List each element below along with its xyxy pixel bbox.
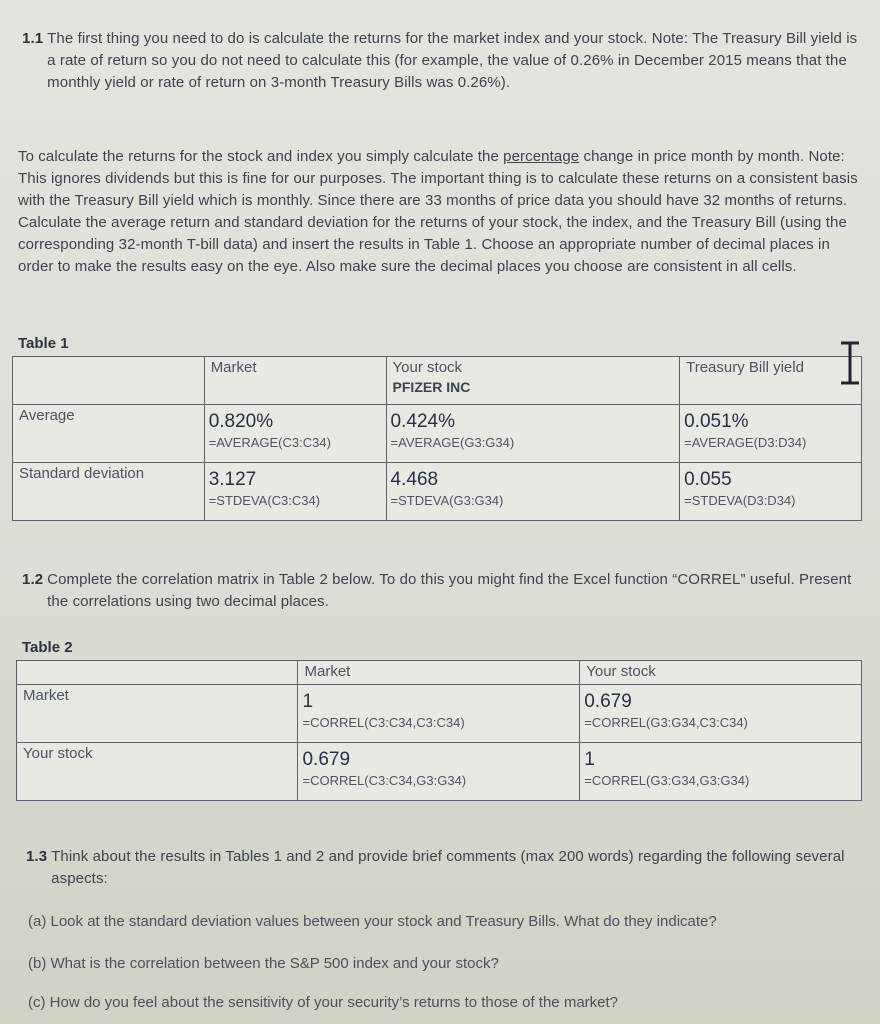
formula: =CORREL(G3:G34,G3:G34) <box>584 773 750 788</box>
table2-title: Table 2 <box>22 639 73 656</box>
value: 1 <box>584 749 595 770</box>
value: 1 <box>302 691 314 712</box>
section-text: The first thing you need to do is calculate the returns for the market index and your stock. Note: The Treasury Bill yield is a rate of return so you do not need to calculate this (for example, the value of 0.26% in December 2015 means that the monthly yield or rate of return on 3-month Treasury Bills was 0.26%). <box>47 30 858 91</box>
header-market: Market <box>204 357 386 405</box>
cell-market-stock <box>580 685 862 743</box>
formula: =STDEVA(D3:D34) <box>684 493 796 508</box>
header-market: Market <box>298 661 580 685</box>
table-corner-cell <box>17 661 298 685</box>
row-label-stock: Your stock <box>17 743 298 801</box>
table2 <box>16 660 862 801</box>
table-row <box>13 405 862 463</box>
formula: =CORREL(C3:C34,G3:G34) <box>302 773 467 788</box>
header-stock <box>386 357 680 405</box>
row-label-stdev: Standard deviation <box>13 463 205 521</box>
cell-tbill-stdev <box>680 463 862 521</box>
header-tbill: Treasury Bill yield <box>680 357 862 405</box>
question-a: (a) Look at the standard deviation values between your stock and Treasury Bills. What do they indicate? <box>28 913 717 930</box>
header-stock-label: Your stock <box>392 359 463 376</box>
formula: =CORREL(C3:C34,C3:C34) <box>302 715 465 730</box>
section-number: 1.2 <box>22 571 44 588</box>
value: 0.679 <box>302 749 351 770</box>
value: 3.127 <box>208 469 257 490</box>
question-b: (b) What is the correlation between the S&P 500 index and your stock? <box>28 955 499 972</box>
value: 0.051% <box>684 411 749 432</box>
row-label-market: Market <box>17 685 298 743</box>
formula: =AVERAGE(G3:G34) <box>390 435 515 450</box>
table-corner-cell <box>13 357 205 405</box>
section-text: Think about the results in Tables 1 and 2 and provide brief comments (max 200 words) regarding the following several aspects: <box>51 848 845 887</box>
cell-stock-market <box>298 743 580 801</box>
cell-tbill-average <box>680 405 862 463</box>
cell-market-market <box>298 685 580 743</box>
table-row <box>13 357 862 405</box>
value: 4.468 <box>390 469 439 490</box>
value: 0.820% <box>208 411 274 432</box>
cell-stock-stdev <box>386 463 680 521</box>
formula: =AVERAGE(C3:C34) <box>208 435 331 450</box>
formula: =STDEVA(G3:G34) <box>390 493 504 508</box>
header-stock: Your stock <box>580 661 862 685</box>
percentage-link: percentage <box>503 148 580 165</box>
cell-stock-stock <box>580 743 862 801</box>
formula: =CORREL(G3:G34,C3:C34) <box>584 715 748 730</box>
value: 0.055 <box>684 469 732 490</box>
table-row <box>17 685 862 743</box>
cell-stock-average <box>386 405 680 463</box>
table1 <box>12 356 862 521</box>
value: 0.679 <box>584 691 632 712</box>
table1-title: Table 1 <box>18 335 69 352</box>
formula: =AVERAGE(D3:D34) <box>684 435 807 450</box>
cell-market-stdev <box>204 463 386 521</box>
table-row <box>17 743 862 801</box>
value: 0.424% <box>390 411 455 432</box>
section-text: Complete the correlation matrix in Table 2 below. To do this you might find the Excel function “CORREL” useful. Present the correlations using two decimal places. <box>47 571 852 610</box>
section-number: 1.1 <box>22 30 44 47</box>
calc-text-start: To calculate the returns for the stock and index you simply calculate the <box>18 148 504 165</box>
question-c: (c) How do you feel about the sensitivity of your security’s returns to those of the market? <box>28 994 619 1011</box>
calc-text-end: change in price month by month. Note: This ignores dividends but this is fine for our purposes. The important thing is to calculate these returns on a consistent basis with the Treasury Bill yield which is monthly. Since there are 33 months of price data you should have 32 months of returns. Calculate the average return and standard deviation for the returns of your stock, the index, and the Treasury Bill (using the corresponding 32-month T-bill data) and insert the results in Table 1. Choose an appropriate number of decimal places in order to make the results easy on the eye. Also make sure the decimal places you choose are consistent in all cells. <box>18 148 858 275</box>
calc-instructions <box>18 146 860 278</box>
cell-market-average <box>204 405 386 463</box>
table-row <box>13 463 862 521</box>
text-cursor-icon <box>838 341 862 385</box>
header-stock-name: PFIZER INC <box>392 379 471 395</box>
section-1-2 <box>22 569 862 613</box>
table-row <box>17 661 862 685</box>
section-1-1 <box>22 28 862 94</box>
section-1-3 <box>26 846 860 890</box>
row-label-average: Average <box>13 405 205 463</box>
formula: =STDEVA(C3:C34) <box>208 493 321 508</box>
section-number: 1.3 <box>26 848 48 865</box>
